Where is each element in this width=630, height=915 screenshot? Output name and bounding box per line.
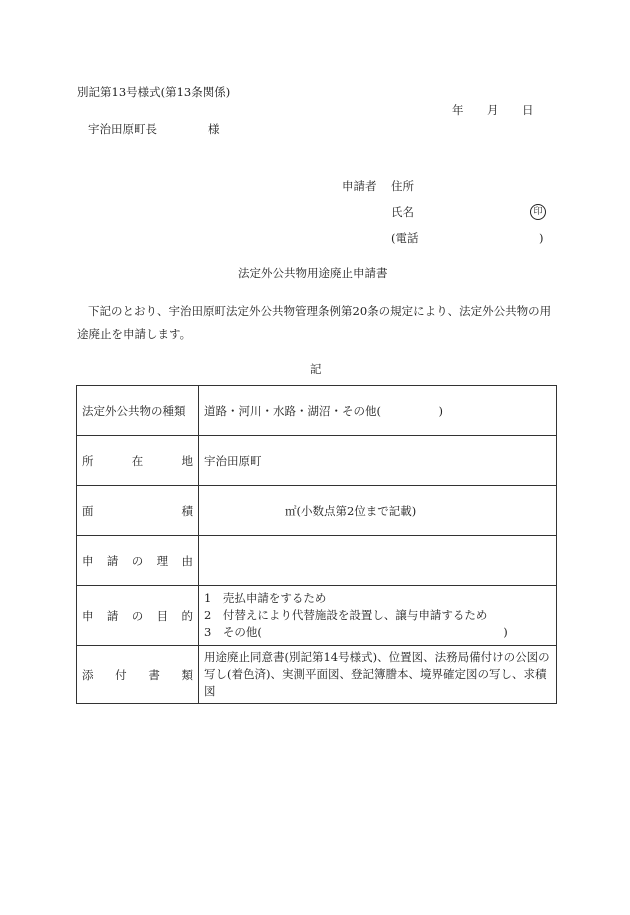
table-row-type bbox=[77, 386, 557, 436]
addressee: 宇治田原町長 bbox=[88, 122, 157, 136]
table-row-attachments bbox=[77, 646, 557, 704]
table-row-reason bbox=[77, 536, 557, 586]
form-number: 別記第13号様式(第13条関係) bbox=[77, 85, 231, 99]
location-label: 所 在 地 bbox=[82, 453, 193, 468]
reason-value bbox=[199, 536, 557, 586]
applicant-phone-open: (電話 bbox=[391, 231, 419, 245]
purpose-list bbox=[199, 586, 557, 646]
location-value: 宇治田原町 bbox=[199, 436, 557, 486]
applicant-phone-close: ) bbox=[539, 231, 544, 245]
honorific: 様 bbox=[208, 122, 220, 136]
attachment-value: 用途廃止同意書(別記第14号様式)、位置図、法務局備付けの公図の写し(着色済)、実測平面図、登記簿謄本、境界確定図の写し、求積図 bbox=[199, 646, 557, 704]
type-value: 道路・河川・水路・湖沼・その他( ) bbox=[199, 386, 557, 436]
area-label: 面 積 bbox=[82, 503, 193, 518]
attachment-label: 添 付 書 類 bbox=[82, 667, 193, 682]
body-text: 下記のとおり、宇治田原町法定外公共物管理条例第20条の規定により、法定外公共物の用途廃止を申請します。 bbox=[77, 304, 552, 341]
type-label: 法定外公共物の種類 bbox=[77, 386, 199, 436]
applicant-name-label: 氏名 bbox=[391, 205, 414, 219]
date-month-label: 月 bbox=[487, 103, 499, 117]
date-year-label: 年 bbox=[452, 103, 464, 117]
ki-mark: 記 bbox=[310, 362, 322, 376]
table-row-area bbox=[77, 486, 557, 536]
list-item: 2 付替えにより代替施設を設置し、譲与申請するため bbox=[204, 608, 488, 622]
application-table bbox=[76, 385, 557, 704]
reason-label: 申 請 の 理 由 bbox=[82, 553, 193, 568]
table-row-location bbox=[77, 436, 557, 486]
applicant-address-label: 住所 bbox=[391, 179, 414, 193]
date-day-label: 日 bbox=[522, 103, 534, 117]
seal-mark: 印 bbox=[530, 204, 546, 220]
applicant-role-label: 申請者 bbox=[342, 179, 377, 193]
table-row-purpose bbox=[77, 586, 557, 646]
area-value: ㎡(小数点第2位まで記載) bbox=[199, 486, 557, 536]
list-item: 1 売払申請をするため bbox=[204, 591, 327, 605]
document-title: 法定外公共物用途廃止申請書 bbox=[238, 266, 388, 280]
list-item: 3 その他( ) bbox=[204, 625, 508, 639]
purpose-label: 申 請 の 目 的 bbox=[82, 608, 193, 623]
